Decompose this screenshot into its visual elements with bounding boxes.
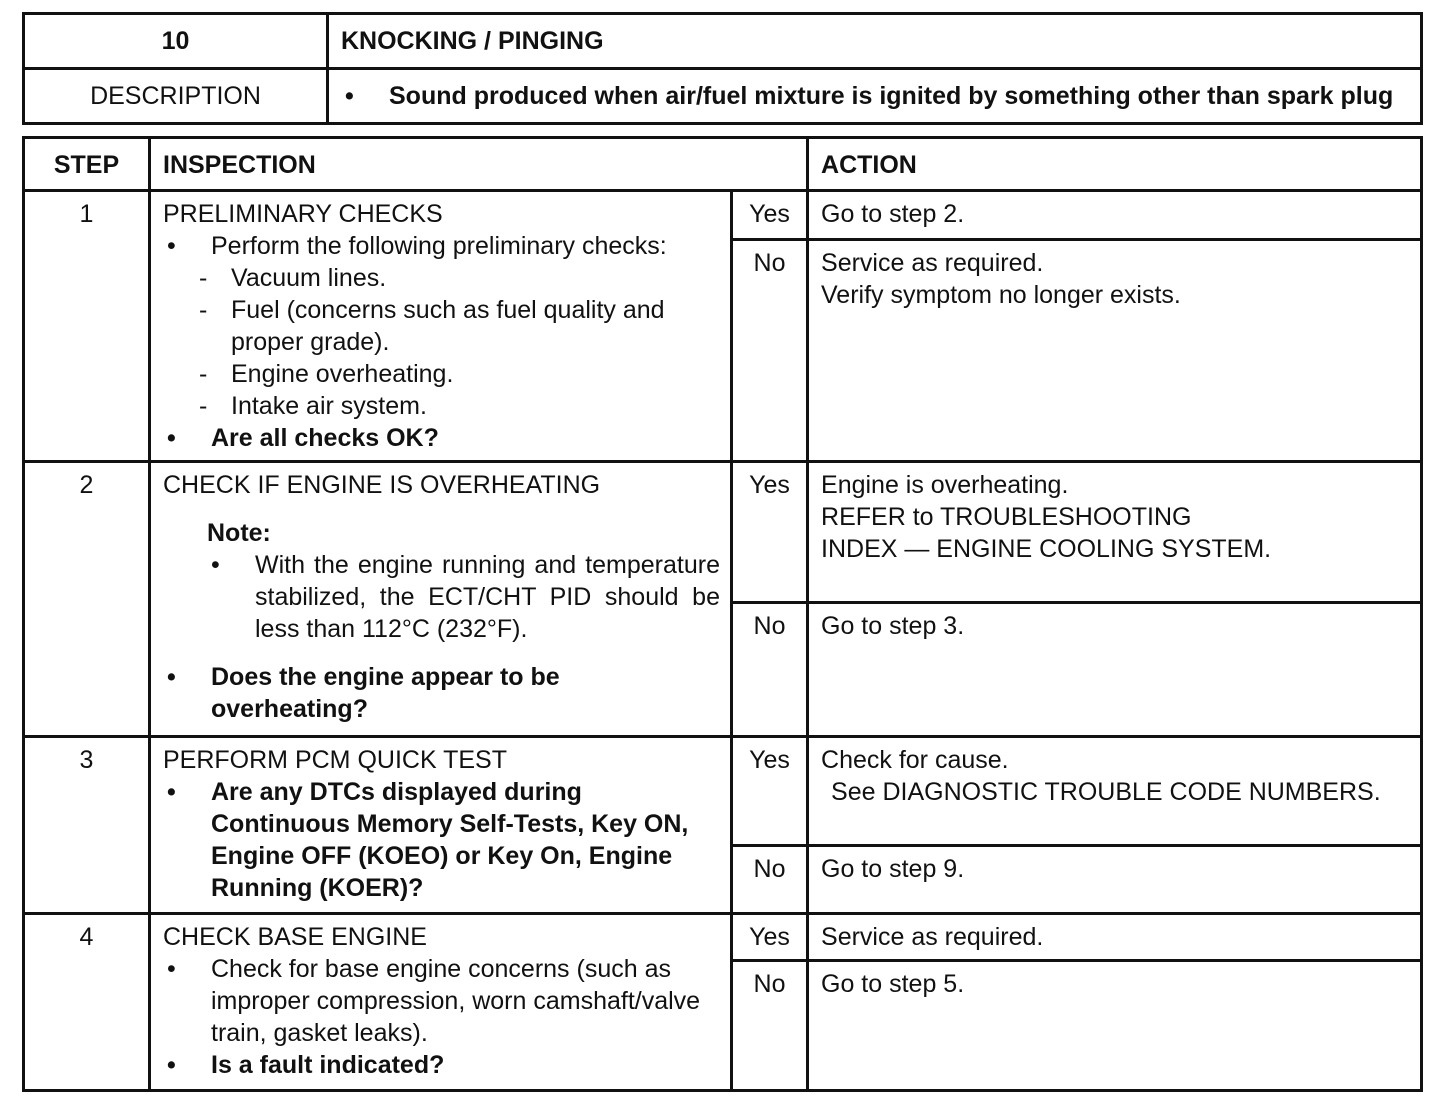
step-3-number: 3	[24, 737, 150, 914]
step-3-yes-action	[808, 737, 1422, 846]
step-4-yes-label: Yes	[732, 914, 808, 961]
step-4-no-label: No	[732, 961, 808, 1091]
step-1-yes-label: Yes	[732, 191, 808, 240]
step-4-yes-action: Service as required.	[808, 914, 1422, 961]
step-2-number: 2	[24, 462, 150, 737]
step-3-no-label: No	[732, 846, 808, 914]
step-2-yes-action-line-2: REFER to TROUBLESHOOTING	[821, 503, 1192, 531]
step-1-question: • Are all checks OK?	[163, 422, 720, 454]
column-header-step: STEP	[24, 138, 150, 191]
description-cell	[328, 69, 1422, 124]
step-3-no-action: Go to step 9.	[808, 846, 1422, 914]
header-description-row	[24, 69, 1422, 124]
diagnostic-steps-table	[22, 136, 1423, 1092]
step-2-question: • Does the engine appear to be overheating?	[163, 661, 720, 725]
step-2-note-text: • With the engine running and temperature stabilized, the ECT/CHT PID should be less than 112°C (232°F).	[207, 549, 720, 645]
description-label: DESCRIPTION	[24, 69, 328, 124]
step-4-title: CHECK BASE ENGINE	[163, 923, 427, 951]
step-1-subitem: - Fuel (concerns such as fuel quality and proper grade).	[197, 294, 720, 358]
step-1-no-action-line-2: Verify symptom no longer exists.	[821, 281, 1181, 309]
column-header-inspection: INSPECTION	[150, 138, 808, 191]
step-2-note	[207, 517, 720, 645]
step-2-no-action: Go to step 3.	[808, 603, 1422, 737]
step-1-no-action	[808, 240, 1422, 462]
step-1-bullet-text: Perform the following preliminary checks:	[211, 232, 667, 260]
step-1-no-action-line-1: Service as required.	[821, 249, 1044, 277]
step-2-note-heading: Note:	[207, 519, 271, 547]
step-1-no-label: No	[732, 240, 808, 462]
step-2-yes-action-line-1: Engine is overheating.	[821, 471, 1069, 499]
step-3-yes-action-line-2: See DIAGNOSTIC TROUBLE CODE NUMBERS.	[831, 778, 1381, 806]
step-3-title: PERFORM PCM QUICK TEST	[163, 746, 508, 774]
step-1-subitem: - Engine overheating.	[197, 358, 720, 390]
step-1-title: PRELIMINARY CHECKS	[163, 200, 443, 228]
step-3-yes-action-line-1: Check for cause.	[821, 746, 1009, 774]
column-header-action: ACTION	[808, 138, 1422, 191]
step-2-yes-row	[24, 462, 1422, 603]
step-1-bullet	[163, 230, 720, 422]
step-2-yes-action-line-3: INDEX — ENGINE COOLING SYSTEM.	[821, 535, 1272, 563]
step-3-question: • Are any DTCs displayed during Continuous Memory Self-Tests, Key ON, Engine OFF (KOEO) or Key On, Engine Running (KOER)?	[163, 776, 720, 904]
header-title-row	[24, 14, 1422, 69]
step-2-yes-action	[808, 462, 1422, 603]
step-4-no-action: Go to step 5.	[808, 961, 1422, 1091]
step-2-no-label: No	[732, 603, 808, 737]
step-4-question: • Is a fault indicated?	[163, 1049, 720, 1081]
step-1-yes-action: Go to step 2.	[808, 191, 1422, 240]
step-3-yes-label: Yes	[732, 737, 808, 846]
step-4-number: 4	[24, 914, 150, 1091]
step-1-subitem: - Vacuum lines.	[197, 262, 720, 294]
step-2-inspection	[150, 462, 732, 737]
symptom-title: KNOCKING / PINGING	[328, 14, 1422, 69]
description-text: • Sound produced when air/fuel mixture is ignited by something other than spark plug	[341, 80, 1408, 112]
step-1-inspection	[150, 191, 732, 462]
column-header-row	[24, 138, 1422, 191]
step-1-subitem: - Intake air system.	[197, 390, 720, 422]
step-1-number: 1	[24, 191, 150, 462]
symptom-header-table	[22, 12, 1423, 125]
symptom-number: 10	[24, 14, 328, 69]
step-4-inspection	[150, 914, 732, 1091]
step-3-inspection	[150, 737, 732, 914]
step-4-bullet: • Check for base engine concerns (such as improper compression, worn camshaft/valve train, gasket leaks).	[163, 953, 720, 1049]
step-4-yes-row	[24, 914, 1422, 961]
step-1-yes-row	[24, 191, 1422, 240]
step-2-yes-label: Yes	[732, 462, 808, 603]
step-3-yes-row	[24, 737, 1422, 846]
step-2-title: CHECK IF ENGINE IS OVERHEATING	[163, 471, 601, 499]
